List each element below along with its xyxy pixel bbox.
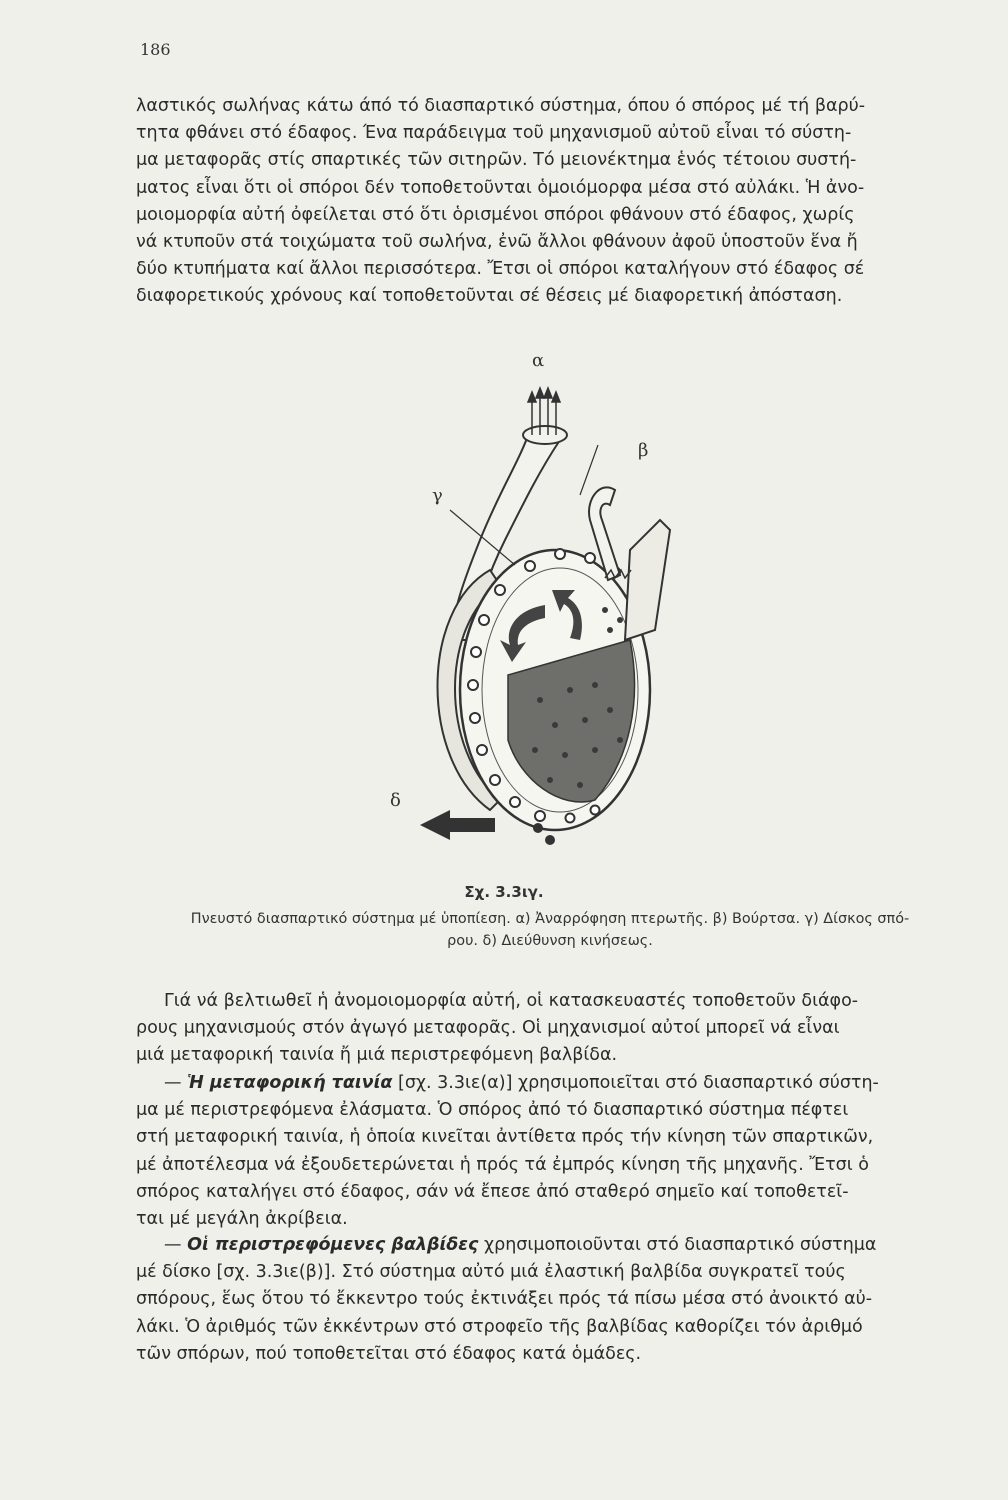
text-line: λαστικός σωλήνας κάτω άπό τό διασπαρτικό σύστημα, όπου ό σπόρος μέ τή βαρύ- — [136, 96, 866, 116]
caption-line: Πνευστό διασπαρτικό σύστημα μέ ὑποπίεση. α) Ἀναρρόφηση πτερωτῆς. β) Βούρτσα. γ) Δίσκος σπό- — [190, 911, 910, 927]
text-line: μα μέ περιστρεφόμενα ἐλάσματα. Ὁ σπόρος ἀπό τό διασπαρτικό σύστημα πέφτει — [136, 1100, 849, 1121]
figure-seed-metering-disc — [380, 340, 740, 860]
label-a: α — [532, 350, 545, 371]
dash: — — [164, 1073, 188, 1093]
leader-line-b — [580, 445, 598, 495]
text-line: δύο κτυπήματα καί ἄλλοι περισσότερα. Ἔτσι οἱ σπόροι καταλήγουν στό έδαφος σέ — [136, 259, 865, 280]
label-b: β — [638, 440, 649, 461]
text-run: [σχ. 3.3ιε(α)] χρησιμοποιεῖται στό διασπαρτικό σύστη- — [392, 1073, 879, 1093]
seed-chute — [625, 520, 670, 640]
paragraph-2 — [136, 988, 968, 1070]
text-line: τητα φθάνει στό έδαφος. Ένα παράδειγμα τοῦ μηχανισμοῦ αὐτοῦ εἶναι τό σύστη- — [136, 123, 852, 144]
paragraph-rotating-valves — [136, 1232, 968, 1368]
dash: — — [164, 1235, 188, 1255]
figure-number: Σχ. 3.3ιγ. — [464, 883, 544, 901]
text-line — [136, 1232, 968, 1259]
text-line: διαφορετικούς χρόνους καί τοποθετοῦνται σέ θέσεις μέ διαφορετική ἀπόσταση. — [136, 286, 843, 307]
caption-line: ρου. δ) Διεύθυνση κινήσεως. — [447, 933, 653, 949]
text-line — [136, 1070, 968, 1097]
text-line: μα μεταφορᾶς στίς σπαρτικές τῶν σιτηρῶν. Τό μειονέκτημα ἑνός τέτοιου συστή- — [136, 150, 857, 171]
label-c: γ — [432, 485, 443, 506]
figure-caption — [135, 908, 965, 952]
text-line: στή μεταφορική ταινία, ἡ ὁποία κινεῖται ἀντίθετα πρός τήν κίνηση τῶν σπαρτικῶν, — [136, 1127, 874, 1148]
text-line: λάκι. Ὁ ἀριθμός τῶν ἐκκέντρων στό στροφεῖο τῆς βαλβίδας καθορίζει τόν ἀριθμό — [136, 1316, 863, 1337]
intro-paragraph — [136, 93, 968, 311]
page-number: 186 — [140, 40, 171, 59]
text-line: μοιομορφία αὐτή ὀφείλεται στό ὅτι ὁρισμένοι σπόροι φθάνουν στό έδαφος, χωρίς — [136, 204, 855, 225]
text-line: Γιά νά βελτιωθεῖ ἡ ἀνομοιομορφία αὐτή, οἱ κατασκευαστές τοποθετοῦν διάφο- — [164, 991, 859, 1011]
text-line: ματος εἶναι ὅτι οἱ σπόροι δέν τοποθετοῦνται ὁμοιόμορφα μέσα στό αὐλάκι. Ἡ ἀνο- — [136, 177, 865, 198]
pneumatic-seeder-diagram — [380, 340, 740, 860]
paragraph-conveyor-belt — [136, 1070, 968, 1233]
text-line: μιά μεταφορική ταινία ἤ μιά περιστρεφόμενη βαλβίδα. — [136, 1045, 618, 1066]
lead-term: Ἡ μεταφορική ταινία — [187, 1073, 393, 1093]
direction-arrow-icon — [420, 810, 495, 840]
text-line: σπόρος καταλήγει στό έδαφος, σάν νά ἔπεσε ἀπό σταθερό σημεῖο καί τοποθετεῖ- — [136, 1181, 849, 1202]
lead-term: Οἱ περιστρεφόμενες βαλβίδες — [187, 1235, 479, 1255]
text-line: σπόρους, ἕως ὅτου τό ἔκκεντρο τούς ἐκτινάξει πρός τά πίσω μέσα στό ἀνοικτό αὐ- — [136, 1289, 873, 1310]
text-line: ρους μηχανισμούς στόν ἀγωγό μεταφορᾶς. Οἱ μηχανισμοί αὐτοί μπορεῖ νά εἶναι — [136, 1018, 840, 1039]
text-line: μέ δίσκο [σχ. 3.3ιε(β)]. Στό σύστημα αὐτό μιά ἐλαστική βαλβίδα συγκρατεῖ τούς — [136, 1262, 846, 1283]
text-line: μέ ἀποτέλεσμα νά ἐξουδετερώνεται ἡ πρός τά ἐμπρός κίνηση τῆς μηχανῆς. Ἔτσι ὁ — [136, 1154, 869, 1175]
text-line: νά κτυποῦν στά τοιχώματα τοῦ σωλήνα, ἐνῶ ἄλλοι φθάνουν ἀφοῦ ὑποστοῦν ἕνα ἤ — [136, 232, 858, 253]
label-d: δ — [390, 790, 401, 811]
text-line: τῶν σπόρων, πού τοποθετεῖται στό έδαφος κατά ὁμάδες. — [136, 1343, 642, 1364]
text-line: ται μέ μεγάλη ἀκρίβεια. — [136, 1209, 348, 1230]
tube-opening — [523, 426, 567, 444]
text-run: χρησιμοποιοῦνται στό διασπαρτικό σύστημα — [478, 1235, 877, 1255]
